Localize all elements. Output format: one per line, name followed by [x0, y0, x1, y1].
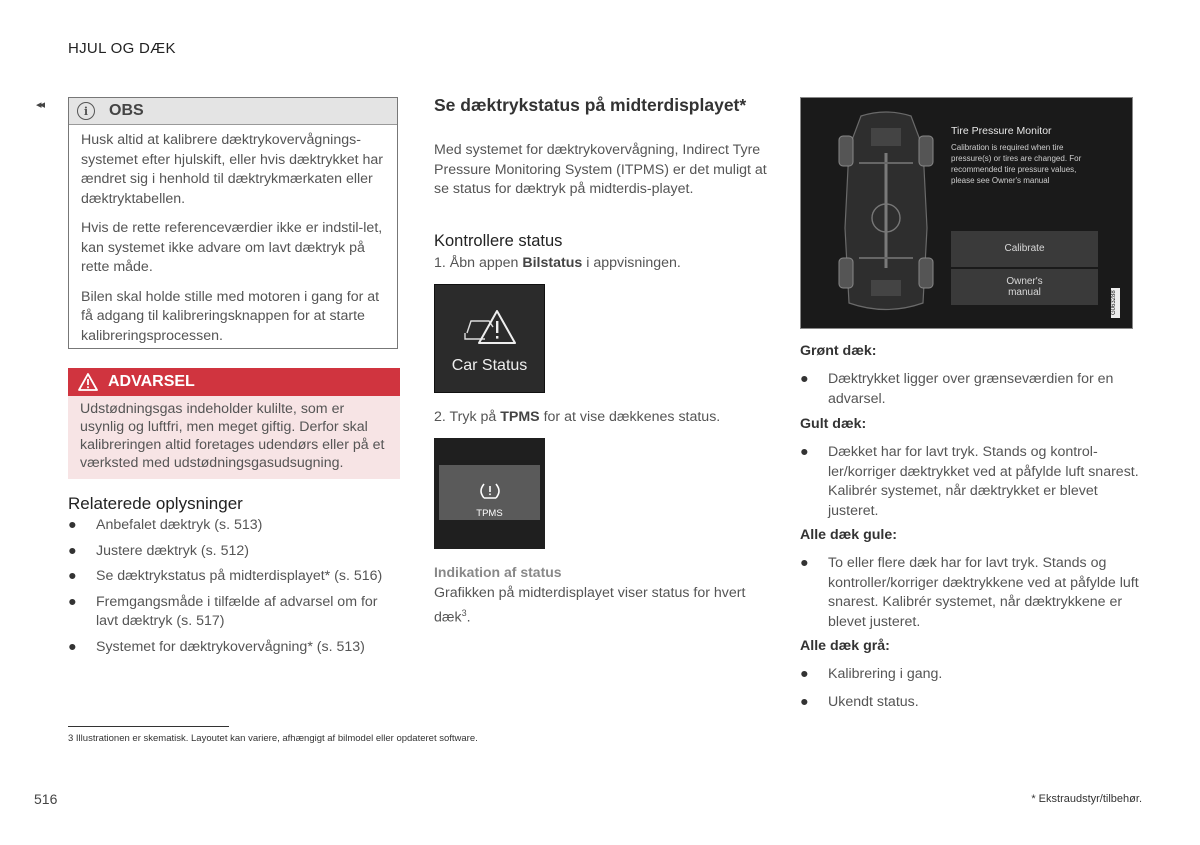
related-link[interactable]: ● Fremgangsmåde i tilfælde af advarsel om for lavt dæktryk (s. 517) — [68, 593, 378, 629]
image-code: G063288 — [1111, 288, 1120, 318]
tpms-button-name: TPMS — [500, 409, 540, 425]
tpms-app-tile[interactable] — [434, 438, 545, 549]
yellow-tire-list — [800, 443, 1140, 529]
list-item: ● Kalibrering i gang. — [800, 666, 943, 682]
page-header: HJUL OG DÆK — [68, 40, 176, 57]
green-tire-heading: Grønt dæk: — [800, 343, 877, 359]
bilstatus-app-name: Bilstatus — [522, 255, 583, 271]
indication-text: Grafikken på midterdisplayet viser status for hvert dæk$^3$. — [434, 585, 746, 626]
list-item: ● Dæktrykket ligger over grænseværdien for en advarsel. — [800, 371, 1114, 407]
all-grey-heading: Alle dæk grå: — [800, 638, 890, 654]
warning-header — [68, 368, 400, 396]
obs-note-box — [68, 97, 398, 349]
yellow-tire-heading: Gult dæk: — [800, 416, 867, 432]
all-yellow-heading: Alle dæk gule: — [800, 527, 897, 543]
green-tire-list — [800, 370, 1140, 417]
car-status-app-tile[interactable] — [434, 284, 545, 393]
car-warning-icon — [463, 307, 521, 347]
step-1: 1. Åbn appen Bilstatus i appvisningen. — [434, 255, 681, 271]
tpms-label: TPMS — [476, 508, 503, 519]
list-item: ● To eller flere dæk har for lavt tryk. Stands og kontroller/korriger dæktrykkene ved at påfylde luft snarest. Kalibrér systemet, når dæktrykkene er blevet justeret. — [800, 555, 1139, 630]
tpms-button[interactable] — [439, 465, 540, 520]
calibrate-button[interactable]: Calibrate — [951, 231, 1098, 267]
tire-pressure-icon — [479, 482, 501, 500]
all-grey-list — [800, 665, 1140, 720]
screen-message: Calibration is required when tire pressure(s) or tires are changed. For recommended tire pressure values, please see Owner's manual — [951, 143, 1082, 185]
owners-manual-button[interactable]: Owner's manual — [951, 269, 1098, 305]
footnote: 3 Illustrationen er skematisk. Layoutet kan variere, afhængigt af bilmodel eller opdateret software. — [68, 733, 478, 744]
warning-title: ADVARSEL — [108, 373, 195, 390]
footnote-ref: 3 — [461, 607, 467, 618]
obs-note-body — [69, 125, 397, 346]
car-status-label: Car Status — [451, 357, 528, 374]
list-item: ● Ukendt status. — [800, 693, 919, 710]
check-status-heading: Kontrollere status — [434, 232, 563, 250]
list-item: ● Dækket har for lavt tryk. Stands og kontrol-ler/korriger dæktrykket ved at påfylde luft snarest. Kalibrér systemet, når dæktrykket er blevet justeret. — [800, 444, 1139, 519]
center-display-screenshot — [800, 97, 1133, 329]
section-title: Se dæktrykstatus på midterdisplayet* — [434, 95, 747, 115]
related-info-heading: Relaterede oplysninger — [68, 494, 243, 513]
warning-triangle-icon — [78, 373, 98, 391]
all-yellow-list — [800, 554, 1140, 640]
page-number: 516 — [34, 791, 58, 807]
section-intro: Med systemet for dæktrykovervågning, Indirect Tyre Pressure Monitoring System (ITPMS) er det muligt at se status for dæktryk på midterdis-playet. — [434, 142, 767, 197]
screen-title: Tire Pressure Monitor — [951, 125, 1052, 137]
related-link[interactable]: ● Justere dæktryk (s. 512) — [68, 542, 249, 559]
step-2: 2. Tryk på TPMS for at vise dækkenes status. — [434, 409, 721, 425]
info-icon: i — [77, 102, 95, 120]
extra-equipment-note: * Ekstraudstyr/tilbehør. — [1031, 793, 1142, 805]
back-arrows-icon[interactable]: ◂◂ — [36, 99, 44, 111]
obs-note-header — [69, 98, 397, 125]
footnote-divider — [68, 726, 229, 727]
obs-note-title: OBS — [109, 102, 144, 119]
indication-heading: Indikation af status — [434, 564, 562, 580]
obs-paragraph: Husk altid at kalibrere dæktrykovervågnings-systemet efter hjulskift, eller hvis dæktrykket har ændret sig i henhold til dæktrykmærkaten eller dæktryktabellen. — [81, 132, 383, 207]
warning-text: Udstødningsgas indeholder kulilte, som er usynlig og luftfri, men meget giftig. Derfor skal kalibreringen altid foretages udendørs eller på et værksted med udstødningsgasudsugning. — [80, 401, 385, 471]
related-link[interactable]: ● Systemet for dæktrykovervågning* (s. 513) — [68, 638, 365, 655]
related-info-list — [68, 516, 403, 663]
car-topview-illustration — [831, 108, 941, 320]
warning-box — [68, 368, 400, 479]
obs-paragraph: Hvis de rette referenceværdier ikke er indstil-let, kan systemet ikke advare om lavt dæktryk på rette måde. — [81, 220, 383, 275]
obs-paragraph: Bilen skal holde stille med motoren i gang for at få adgang til kalibreringsknappen for at starte kalibreringsprocessen. — [81, 288, 380, 344]
related-link[interactable]: ● Se dæktrykstatus på midterdisplayet* (s. 516) — [68, 568, 383, 584]
related-link[interactable]: ● Anbefalet dæktryk (s. 513) — [68, 517, 263, 533]
